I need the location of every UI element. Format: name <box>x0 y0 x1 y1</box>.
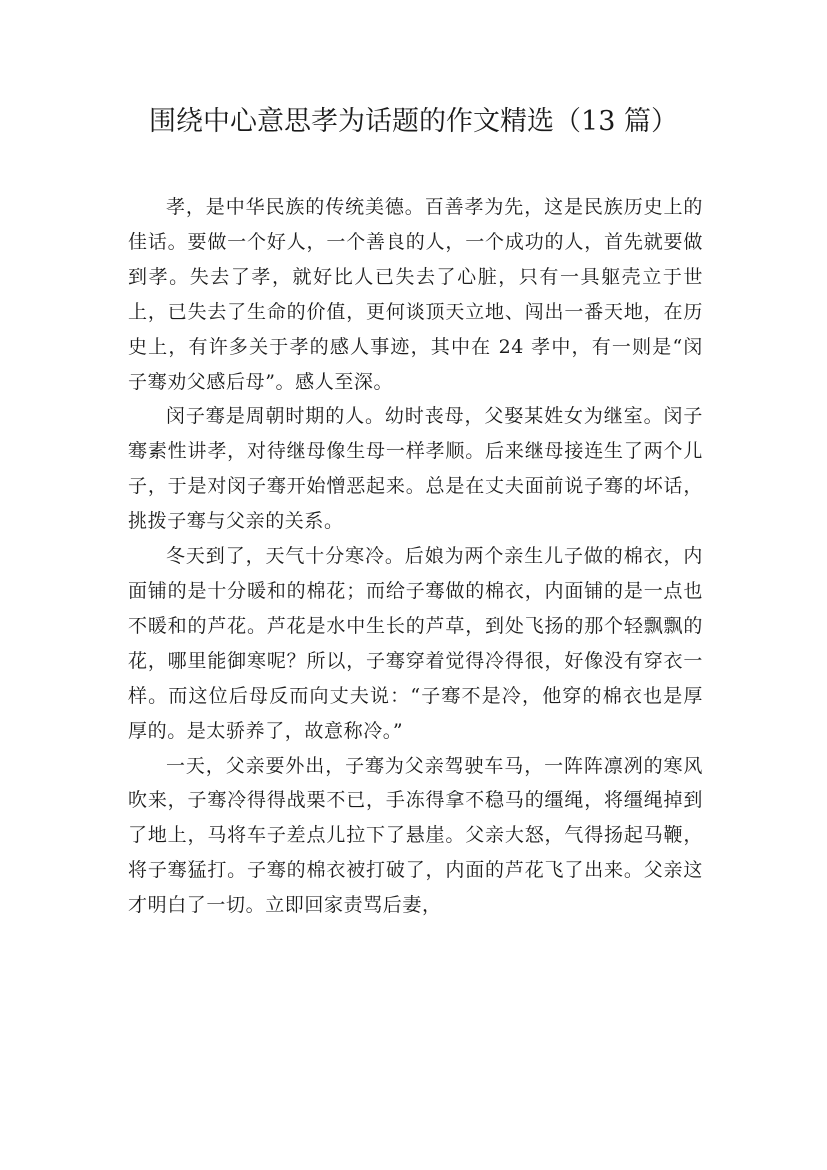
paragraph-2: 闵子骞是周朝时期的人。幼时丧母，父娶某姓女为继室。闵子骞素性讲孝，对待继母像生母一样孝顺。后来继母接连生了两个儿子，于是对闵子骞开始憎恶起来。总是在丈夫面前说子骞的坏话，挑拨子骞与父亲的关系。 <box>128 405 703 533</box>
document-body <box>128 190 703 923</box>
document-title: 围绕中心意思孝为话题的作文精选（13 篇） <box>149 106 678 137</box>
paragraph-3: 冬天到了，天气十分寒冷。后娘为两个亲生儿子做的棉衣，内面铺的是十分暖和的棉花；而给子骞做的棉衣，内面铺的是一点也不暖和的芦花。芦花是水中生长的芦草，到处飞扬的那个轻飘飘的花，哪里能御寒呢？所以，子骞穿着觉得冷得很，好像没有穿衣一样。而这位后母反而向丈夫说：“子骞不是冷，他穿的棉衣也是厚厚的。是太骄养了，故意称冷。” <box>128 545 703 742</box>
paragraph-4: 一天，父亲要外出，子骞为父亲驾驶车马，一阵阵凛冽的寒风吹来，子骞冷得得战栗不已，手冻得拿不稳马的缰绳，将缰绳掉到了地上，马将车子差点儿拉下了悬崖。父亲大怒，气得扬起马鞭，将子骞猛打。子骞的棉衣被打破了，内面的芦花飞了出来。父亲这才明白了一切。立即回家责骂后妻， <box>128 754 703 917</box>
paragraph-1: 孝，是中华民族的传统美德。百善孝为先，这是民族历史上的佳话。要做一个好人，一个善良的人，一个成功的人，首先就要做到孝。失去了孝，就好比人已失去了心脏，只有一具躯壳立于世上，已失去了生命的价值，更何谈顶天立地、闯出一番天地，在历史上，有许多关于孝的感人事迹，其中在 24 孝中，有一则是“闵子骞劝父感后母”。感人至深。 <box>128 196 703 393</box>
